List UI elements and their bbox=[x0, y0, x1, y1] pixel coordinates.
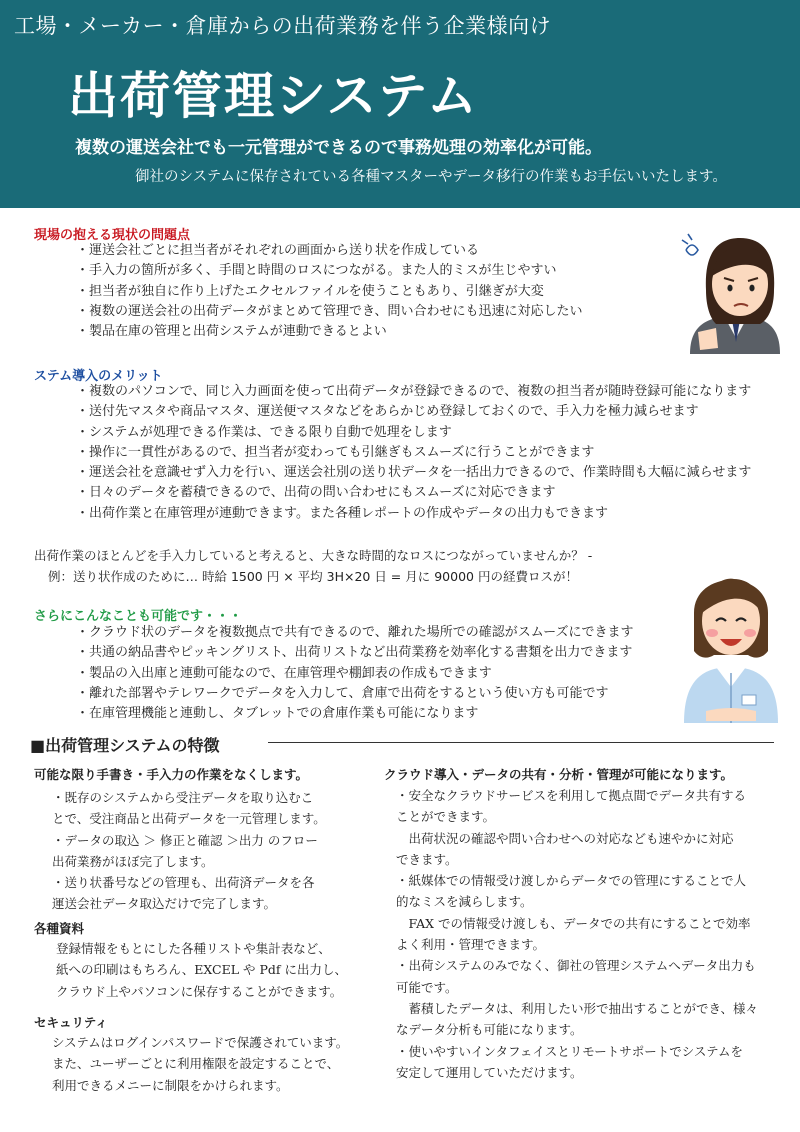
list-item: ・ 複数の運送会社の出荷データがまとめて管理でき、問い合わせにも迅速に対応したい bbox=[76, 302, 583, 322]
list-item: ・ 複数のパソコンで、同じ入力画面を使って出荷データが登録できるので、複数の担当者が随時登録可能になります bbox=[76, 382, 751, 402]
list-item: ・ 送付先マスタや商品マスタ、運送便マスタなどをあらかじめ登録しておくので、手入力を極力減らせます bbox=[76, 402, 751, 422]
header-subtitle: 複数の運送会社でも一元管理ができるので事務処理の効率化が可能。 bbox=[75, 138, 602, 158]
extras-heading: さらにこんなことも可能です・・・ bbox=[34, 609, 243, 624]
smiling-worker-illustration bbox=[676, 555, 786, 723]
text-line: 紙への印刷はもちろん、EXCEL や Pdf に出力し、 bbox=[56, 962, 348, 978]
list-item: ・ 共通の納品書やピッキングリスト、出荷リストなど出荷業務を効率化する書類を出力できます bbox=[76, 643, 633, 663]
question-line: 出荷作業のほとんどを手入力していると考えると、大きな時間的なロスにつながっていませんか？ - bbox=[34, 548, 593, 563]
list-item: ・ 手入力の箇所が多く、手間と時間のロスにつながる。また人的ミスが生じやすい bbox=[76, 261, 583, 281]
text-line: 的なミスを減らします。 bbox=[396, 894, 533, 910]
cloud-heading: クラウド導入・データの共有・分析・管理が可能になります。 bbox=[384, 767, 734, 782]
text-line: 出荷状況の確認や問い合わせへの対応なども速やかに対応 bbox=[396, 830, 734, 846]
text-line: 利用できるメニーに制限をかけられます。 bbox=[52, 1077, 289, 1093]
list-item: ・ システムが処理できる作業は、できる限り自動で処理をします bbox=[76, 423, 751, 443]
header-note: 御社のシステムに保存されている各種マスターやデータ移行の作業もお手伝いいたします。 bbox=[135, 169, 727, 185]
security-text bbox=[52, 1032, 348, 1096]
problems-list bbox=[76, 241, 583, 342]
text-line: ・安全なクラウドサービスを利用して拠点間でデータ共有する bbox=[396, 788, 747, 803]
list-item: ・ 製品在庫の管理と出荷システムが連動できるとよい bbox=[76, 322, 583, 342]
text-line: システムはログインパスワードで保護されています。 bbox=[52, 1035, 349, 1050]
problems-heading: 現場の抱える現状の問題点 bbox=[34, 228, 191, 243]
text-line: ことができます。 bbox=[396, 809, 496, 825]
text-line: FAX での情報受け渡しも、データでの共有にすることで効率 bbox=[396, 915, 751, 931]
extras-list bbox=[76, 623, 633, 724]
handwork-text bbox=[52, 787, 326, 915]
list-item: ・ 離れた部署やテレワークでデータを入力して、倉庫で出荷をするという使い方も可能です bbox=[76, 684, 633, 704]
text-line: できます。 bbox=[396, 851, 458, 867]
worried-worker-illustration bbox=[676, 220, 792, 354]
text-line: ・データの取込 ＞ 修正と確認 ＞出力 のフロー bbox=[52, 832, 318, 848]
text-line: 運送会社データ取込だけで完了します。 bbox=[52, 896, 277, 912]
header-banner bbox=[0, 0, 800, 208]
text-line: 可能です。 bbox=[396, 979, 458, 995]
list-item: ・ 担当者が独自に作り上げたエクセルファイルを使うこともあり、引継ぎが大変 bbox=[76, 282, 583, 302]
list-item: ・ 在庫管理機能と連動し、タブレットでの倉庫作業も可能になります bbox=[76, 704, 633, 724]
list-item: ・ 日々のデータを蓄積できるので、出荷の問い合わせにもスムーズに対応できます bbox=[76, 483, 751, 503]
text-line: 安定して運用していただけます。 bbox=[396, 1064, 583, 1080]
text-line: ・既存のシステムから受注データを取り込むこ bbox=[52, 790, 314, 805]
text-line: ・使いやすいインタフェイスとリモートサポートでシステムを bbox=[396, 1043, 744, 1059]
text-line: ・出荷システムのみでなく、御社の管理システムへデータ出力も bbox=[396, 958, 756, 974]
header-tagline: 工場・メーカー・倉庫からの出荷業務を伴う企業様向け bbox=[14, 14, 552, 38]
text-line: 出荷業務がほぼ完了します。 bbox=[52, 853, 214, 869]
text-line: 蓄積したデータは、利用したい形で抽出することができ、様々 bbox=[396, 1000, 759, 1016]
page-title: 出荷管理システム bbox=[68, 67, 479, 125]
text-line: なデータ分析も可能になります。 bbox=[396, 1022, 583, 1038]
documents-heading: 各種資料 bbox=[34, 921, 85, 936]
list-item: ・ 運送会社を意識せず入力を行い、運送会社別の送り状データを一括出力できるので、作業時間も大幅に減らせます bbox=[76, 463, 751, 483]
features-divider bbox=[268, 742, 774, 743]
text-line: 登録情報をもとにした各種リストや集計表など、 bbox=[56, 941, 331, 956]
cloud-text bbox=[396, 785, 758, 1083]
cost-example-line: 例：送り状作成のために… 時給 1500 円 × 平均 3H×20 日 = 月に 90000 円の経費ロスが！ bbox=[48, 569, 578, 584]
list-item: ・ 運送会社ごとに担当者がそれぞれの画面から送り状を作成している bbox=[76, 241, 583, 261]
text-line: よく利用・管理できます。 bbox=[396, 937, 546, 953]
merits-heading: ステム導入のメリット bbox=[34, 369, 163, 384]
list-item: ・ 操作に一貫性があるので、担当者が変わっても引継ぎもスムーズに行うことができます bbox=[76, 443, 751, 463]
text-line: また、ユーザーごとに利用権限を設定することで、 bbox=[52, 1056, 340, 1072]
text-line: クラウド上やパソコンに保存することができます。 bbox=[56, 983, 343, 999]
text-line: とで、受注商品と出荷データを一元管理します。 bbox=[52, 811, 326, 827]
features-title: ■出荷管理システムの特徴 bbox=[30, 736, 220, 755]
text-line: ・紙媒体での情報受け渡しからデータでの管理にすることで人 bbox=[396, 873, 747, 889]
handwork-heading: 可能な限り手書き・手入力の作業をなくします。 bbox=[34, 767, 309, 782]
documents-text bbox=[56, 938, 347, 1002]
list-item: ・ 製品の入出庫と連動可能なので、在庫管理や棚卸表の作成もできます bbox=[76, 664, 633, 684]
security-heading: セキュリティ bbox=[34, 1015, 108, 1030]
list-item: ・ 出荷作業と在庫管理が連動できます。また各種レポートの作成やデータの出力もできます bbox=[76, 504, 751, 524]
text-line: ・送り状番号などの管理も、出荷済データを各 bbox=[52, 875, 315, 891]
list-item: ・ クラウド状のデータを複数拠点で共有できるので、離れた場所での確認がスムーズにできます bbox=[76, 623, 633, 643]
merits-list bbox=[76, 382, 751, 524]
